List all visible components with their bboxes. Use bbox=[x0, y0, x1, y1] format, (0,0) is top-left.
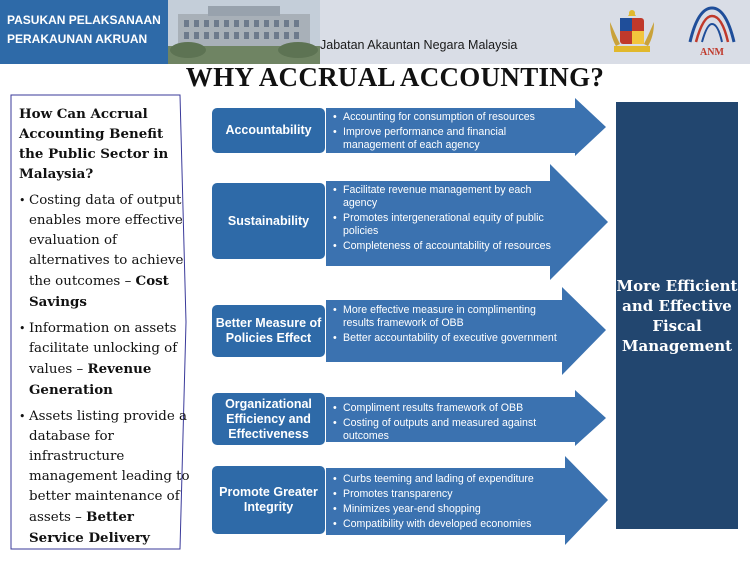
anm-logo-text: ANM bbox=[700, 47, 724, 58]
category-organizational bbox=[212, 393, 325, 445]
category-label: Sustainability bbox=[227, 213, 310, 228]
org-name-line2: PERAKAUNAN AKRUAN bbox=[7, 32, 148, 46]
category-label: Accountability bbox=[225, 123, 312, 137]
benefits-question: How Can Accrual Accounting Benefit the Public Sector in Malaysia? bbox=[19, 106, 169, 182]
category-better-measure bbox=[212, 305, 325, 357]
page-title: WHY ACCRUAL ACCOUNTING? bbox=[185, 62, 605, 92]
category-label: Organizational Efficiency and Effectiveness bbox=[225, 396, 312, 441]
point-item: • Better accountability of executive government bbox=[333, 332, 565, 345]
benefit-outcome: Revenue Generation bbox=[29, 361, 152, 398]
point-item: • Improve performance and financial management of each agency bbox=[333, 126, 568, 152]
point-item: • Facilitate revenue management by each agency bbox=[333, 184, 553, 210]
benefit-outcome: Better Service Delivery bbox=[29, 509, 150, 546]
point-item: • Compatibility with developed economies bbox=[333, 518, 573, 531]
integrity-points bbox=[333, 473, 573, 533]
point-item: • Promotes intergenerational equity of public policies bbox=[333, 212, 553, 238]
org-name-line1: PASUKAN PELAKSANAAN bbox=[7, 13, 161, 27]
category-label: Better Measure of Policies Effect bbox=[215, 316, 322, 345]
category-accountability bbox=[212, 108, 325, 153]
point-item: • Curbs teeming and lading of expenditure bbox=[333, 473, 573, 486]
benefit-text: Assets listing provide a database for infrastructure management leading to better maintenance of assets – bbox=[29, 409, 190, 525]
category-label: Promote Greater Integrity bbox=[219, 485, 318, 514]
point-item: • Promotes transparency bbox=[333, 488, 573, 501]
policies-points bbox=[333, 304, 565, 347]
result-box bbox=[616, 102, 738, 529]
point-item: • Accounting for consumption of resources bbox=[333, 111, 568, 124]
benefit-text: Costing data of output enables more effective evaluation of alternatives to achieve the outcomes – bbox=[29, 193, 184, 289]
category-integrity bbox=[212, 466, 325, 534]
result-text: More Efficient and Effective Fiscal Management bbox=[616, 276, 738, 355]
department-name: Jabatan Akauntan Negara Malaysia bbox=[320, 38, 518, 52]
benefit-text: Information on assets facilitate unlocking of values – bbox=[29, 321, 178, 377]
point-item: • Compliment results framework of OBB bbox=[333, 402, 573, 415]
point-item: • Completeness of accountability of resources bbox=[333, 240, 553, 253]
accountability-points bbox=[333, 111, 568, 154]
point-item: • Costing of outputs and measured against outcomes bbox=[333, 417, 573, 443]
point-item: • Minimizes year-end shopping bbox=[333, 503, 573, 516]
category-sustainability bbox=[212, 183, 325, 259]
sustainability-points bbox=[333, 184, 553, 255]
organizational-points bbox=[333, 402, 573, 445]
benefit-outcome: Cost Savings bbox=[29, 273, 169, 310]
point-item: • More effective measure in complimenting results framework of OBB bbox=[333, 304, 565, 330]
